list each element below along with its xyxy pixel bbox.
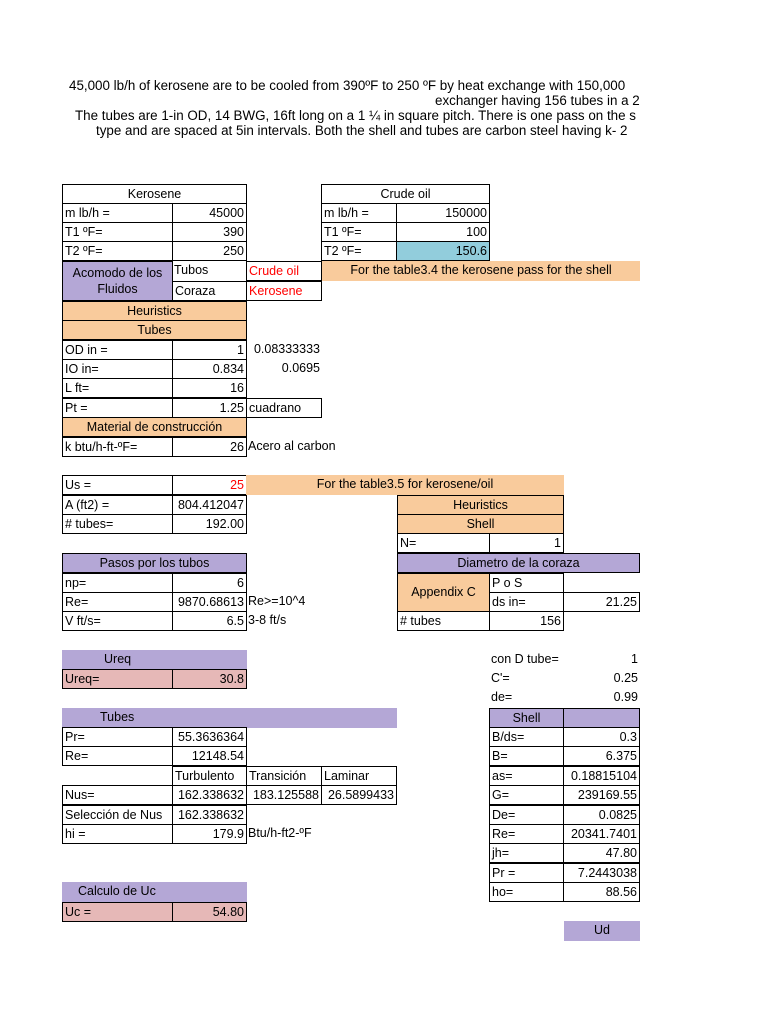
n-value: 1 bbox=[489, 533, 564, 553]
de-label: de= bbox=[491, 690, 513, 704]
shell-label: Coraza bbox=[172, 281, 247, 301]
re-tubes-label: Re= bbox=[62, 592, 173, 612]
shell-tubes-value: 156 bbox=[489, 611, 564, 631]
material-extra: Acero al carbon bbox=[248, 439, 336, 453]
ds-label: ds in= bbox=[489, 592, 564, 612]
c-prime-value: 0.25 bbox=[613, 671, 638, 685]
shell-calc-label: ho= bbox=[489, 882, 564, 902]
shell-calc-label: Re= bbox=[489, 824, 564, 844]
uc-header: Calculo de Uc bbox=[62, 882, 247, 902]
nus-selection-label: Selección de Nus bbox=[62, 805, 173, 825]
crude-label: T1 ºF= bbox=[321, 222, 397, 242]
nus-laminar: 26.5899433 bbox=[321, 785, 397, 805]
io-label: IO in= bbox=[62, 359, 173, 379]
material-k-value: 26 bbox=[172, 437, 247, 457]
ureq-header: Ureq bbox=[62, 650, 247, 670]
re-tubes-value: 9870.68613 bbox=[172, 592, 247, 612]
hi-unit: Btu/h-ft2-ºF bbox=[248, 826, 312, 840]
kerosene-value: 250 bbox=[172, 241, 247, 261]
material-k-label: k btu/h-ft-ºF= bbox=[62, 437, 173, 457]
d-tube-label: con D tube= bbox=[491, 652, 559, 666]
kerosene-label: T2 ºF= bbox=[62, 241, 173, 261]
regime-turbulent: Turbulento bbox=[172, 766, 247, 786]
shell-calc-label: as= bbox=[489, 766, 564, 786]
intro-line-1: 45,000 lb/h of kerosene are to be cooled from 390ºF to 250 ºF by heat exchange with 150,000 bbox=[69, 78, 626, 93]
shell-calc-label: G= bbox=[489, 785, 564, 805]
uc-label: Uc = bbox=[62, 902, 173, 922]
crude-value: 100 bbox=[396, 222, 490, 242]
od-extra: 0.08333333 bbox=[253, 342, 320, 356]
nus-label: Nus= bbox=[62, 785, 173, 805]
pitch-value: 1.25 bbox=[172, 398, 247, 418]
crude-header: Crude oil bbox=[321, 184, 490, 204]
shell-calc-label: De= bbox=[489, 805, 564, 825]
intro-line-2: exchanger having 156 tubes in a 2 bbox=[435, 93, 640, 108]
pitch-extra: cuadrano bbox=[246, 398, 322, 418]
length-label: L ft= bbox=[62, 378, 173, 398]
nus-selection-value: 162.338632 bbox=[172, 805, 247, 825]
shell-tubes-label: # tubes bbox=[397, 611, 490, 631]
hi-value: 179.9 bbox=[172, 824, 247, 844]
ureq-label: Ureq= bbox=[62, 669, 173, 689]
intro-line-3: The tubes are 1-in OD, 14 BWG, 16ft long on a 1 ¼ in square pitch. There is one pass on the s bbox=[75, 108, 636, 123]
shell-calc-value: 7.2443038 bbox=[563, 863, 640, 883]
shell-calc-value: 0.18815104 bbox=[563, 766, 640, 786]
velocity-label: V ft/s= bbox=[62, 611, 173, 631]
regime-laminar: Laminar bbox=[321, 766, 397, 786]
tubes-subheader: Tubes bbox=[62, 320, 247, 340]
pr-tubes-value: 55.3636364 bbox=[172, 727, 247, 747]
crude-label: T2 ºF= bbox=[321, 241, 397, 261]
us-label: Us = bbox=[62, 475, 173, 495]
material-header: Material de construcción bbox=[62, 417, 247, 437]
shell-calc-value: 6.375 bbox=[563, 746, 640, 766]
diametro-header: Diametro de la coraza bbox=[397, 553, 640, 573]
kerosene-value: 45000 bbox=[172, 203, 247, 223]
shell-calc-value: 0.3 bbox=[563, 727, 640, 747]
shell-calc-header-blank bbox=[563, 708, 640, 728]
kerosene-header: Kerosene bbox=[62, 184, 247, 204]
intro-line-4: type and are spaced at 5in intervals. Both the shell and tubes are carbon steel having k- 2 bbox=[96, 123, 628, 138]
tubes-calc-header: Tubes bbox=[62, 708, 397, 728]
de-value: 0.99 bbox=[613, 690, 638, 704]
nus-turbulent: 162.338632 bbox=[172, 785, 247, 805]
re-tubes-extra: Re>=10^4 bbox=[248, 594, 306, 608]
shell-calc-value: 88.56 bbox=[563, 882, 640, 902]
length-value: 16 bbox=[172, 378, 247, 398]
n-label: N= bbox=[397, 533, 490, 553]
shell-calc-value: 239169.55 bbox=[563, 785, 640, 805]
hi-label: hi = bbox=[62, 824, 173, 844]
heuristics-shell-header: Heuristics bbox=[397, 495, 564, 515]
area-label: A (ft2) = bbox=[62, 495, 173, 515]
shell-fluid: Kerosene bbox=[246, 281, 322, 301]
tubes-label: Tubos bbox=[174, 263, 209, 277]
tubes-count-value: 192.00 bbox=[172, 514, 247, 534]
shell-calc-label: B= bbox=[489, 746, 564, 766]
ds-value: 21.25 bbox=[563, 592, 640, 612]
re-tubes-calc-label: Re= bbox=[62, 746, 173, 766]
shell-calc-value: 47.80 bbox=[563, 843, 640, 863]
us-value: 25 bbox=[172, 475, 247, 495]
fluids-arrangement-label: Acomodo de los Fluidos bbox=[62, 261, 173, 301]
d-tube-value: 1 bbox=[631, 652, 638, 666]
fluids-note: For the table3.4 the kerosene pass for the shell bbox=[322, 261, 640, 281]
shell-calc-label: B/ds= bbox=[489, 727, 564, 747]
heuristics-tubes-header: Heuristics bbox=[62, 301, 247, 321]
kerosene-value: 390 bbox=[172, 222, 247, 242]
appendix-c: Appendix C bbox=[397, 573, 490, 612]
re-tubes-calc-value: 12148.54 bbox=[172, 746, 247, 766]
crude-label: m lb/h = bbox=[321, 203, 397, 223]
np-value: 6 bbox=[172, 573, 247, 593]
od-label: OD in = bbox=[62, 340, 173, 360]
us-note: For the table3.5 for kerosene/oil bbox=[246, 475, 564, 495]
kerosene-label: m lb/h = bbox=[62, 203, 173, 223]
crude-t2-value: 150.6 bbox=[396, 241, 490, 261]
pos-label: P o S bbox=[489, 573, 564, 593]
crude-value: 150000 bbox=[396, 203, 490, 223]
shell-calc-header: Shell bbox=[489, 708, 564, 728]
tubes-count-label: # tubes= bbox=[62, 514, 173, 534]
io-extra: 0.0695 bbox=[281, 361, 320, 375]
shell-calc-value: 0.0825 bbox=[563, 805, 640, 825]
velocity-value: 6.5 bbox=[172, 611, 247, 631]
shell-calc-label: Pr = bbox=[489, 863, 564, 883]
kerosene-label: T1 ºF= bbox=[62, 222, 173, 242]
nus-transition: 183.125588 bbox=[246, 785, 322, 805]
od-value: 1 bbox=[172, 340, 247, 360]
np-label: np= bbox=[62, 573, 173, 593]
velocity-extra: 3-8 ft/s bbox=[248, 613, 287, 627]
regime-transition: Transición bbox=[246, 766, 322, 786]
c-prime-label: C'= bbox=[491, 671, 510, 685]
io-value: 0.834 bbox=[172, 359, 247, 379]
pr-tubes-label: Pr= bbox=[62, 727, 173, 747]
pitch-label: Pt = bbox=[62, 398, 173, 418]
pasos-header: Pasos por los tubos bbox=[62, 553, 247, 573]
tubes-fluid: Crude oil bbox=[246, 261, 322, 281]
shell-subheader: Shell bbox=[397, 514, 564, 534]
shell-calc-label: jh= bbox=[489, 843, 564, 863]
uc-value: 54.80 bbox=[172, 902, 247, 922]
area-value: 804.412047 bbox=[172, 495, 247, 515]
ureq-value: 30.8 bbox=[172, 669, 247, 689]
ud-header: Ud bbox=[564, 921, 640, 941]
shell-calc-value: 20341.7401 bbox=[563, 824, 640, 844]
